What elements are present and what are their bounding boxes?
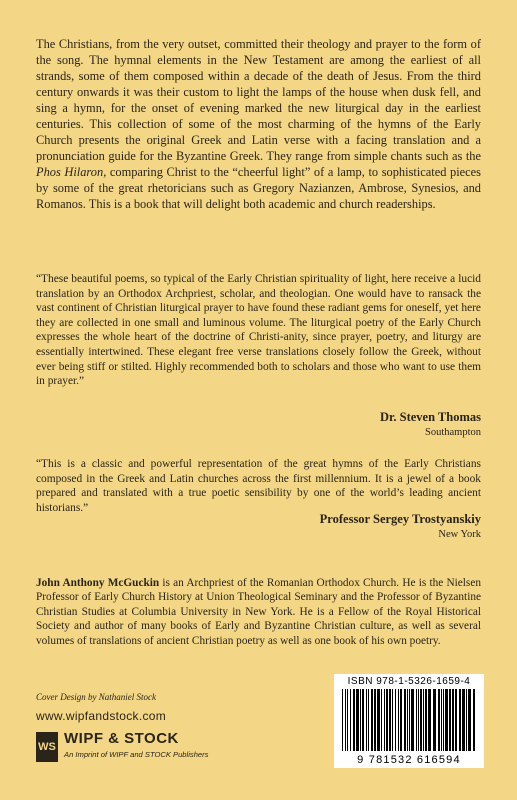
barcode-bar [377,689,380,751]
barcode-bar [420,689,422,751]
barcode-bar [395,689,396,751]
barcode-bar [366,689,367,751]
barcode-bar [468,689,471,751]
barcode-bar [371,689,373,751]
barcode-bar [342,689,343,751]
barcode-bar [462,689,465,751]
publisher-logo-icon: WS [36,732,58,762]
barcode-bar [418,689,419,751]
cover-design-credit: Cover Design by Nathaniel Stock [36,692,156,702]
barcode-bar [404,689,406,751]
barcode-bar [438,689,440,751]
barcode-bar [433,689,436,751]
barcode-bar [356,689,359,751]
review-text: “These beautiful poems, so typical of the Early Christian spirituality of light, here receive a lucid translation by an Orthodox Archpriest, scholar, and theologian. One would have to ransack the vast continent of Christian liturgical prayer to have found these radiant gems for oneself, yet here they are collected in one small and luminous volume. The liturgical poetry of the Early Church expresses the whole heart of the doctrine of Christi-anity, since prayer, poetry, and liturgy are essentially intertwined. These elegant free verse translations closely follow the Greek, without ever being stiff or stilted. Highly recommended both to scholars and those who want to use them in prayer.” [36,273,481,388]
barcode-bar [386,689,388,751]
barcode-bar [445,689,448,751]
description-text-1: The Christians, from the very outset, committed their theology and prayer to the form of the song. The hymnal elements in the New Testament are among the earliest of all strands, some of them composed within a decade of the death of Jesus. From the third century onwards it was their custom to light the lamps of the house when dusk fell, and sing a hymn, for the onset of evening marked the new liturgical day in the earliest centuries. This collection of some of the most charming of the hymns of the Early Church presents the original Greek and Latin verse with a facing translation and a pronunciation guide for the Byzantine Greek. They range from simple chants such as the [36,37,481,163]
isbn-label: ISBN 978-1-5326-1659-4 [347,676,471,687]
barcode-bar [347,689,348,751]
description-text-2: , comparing Christ to the “cheerful light” of a lamp, to sophisticated pieces by some of the great rhetoricians such as Gregory Nazianzen, Ambrose, Synesios, and Romanos. This is a book that will delight both academic and church readerships. [36,165,481,211]
reviewer-location: New York [438,529,481,540]
publisher-tagline: An Imprint of WIPF and STOCK Publishers [64,750,209,759]
barcode-bar [374,689,376,751]
author-bio-text: is an Archpriest of the Romanian Orthodox Church. He is the Nielsen Professor of Early Church History at Union Theological Seminary and the Professor of Byzantine Christian Studies at Columbia University in New York. He is a Fellow of the Royal Historical Society and author of many books of Early and Byzantine Christian culture, as well as several volumes of translations of ancient Christian poetry as well as one book of his own poetry. [36,577,481,647]
barcode-bar [409,689,410,751]
description-title: Phos Hilaron [36,165,104,179]
barcode-bar [416,689,417,751]
barcode-icon [340,689,478,753]
reviewer-name: Dr. Steven Thomas [379,410,481,424]
barcode-bar [381,689,382,751]
barcode-bar [443,689,444,751]
barcode-bar [345,689,346,751]
barcode-bar [353,689,355,751]
barcode-bar [423,689,424,751]
reviewer-name: Professor Sergey Trostyanskiy [319,512,481,526]
barcode-bar [360,689,361,751]
barcode-bar [350,689,351,751]
book-description [36,36,481,212]
barcode-bar [473,689,475,751]
barcode-bar [452,689,454,751]
barcode-bar [425,689,427,751]
review-text: “This is a classic and powerful representation of the great hymns of the Early Christians composed in the Greek and Latin churches across the first millennium. It is a jewel of a book prepared and translated with a true poetic sensibility by one of the world’s leading ancient historians.” [36,458,481,514]
publisher-url[interactable]: www.wipfandstock.com [36,709,167,723]
barcode-bar [362,689,364,751]
reviewer-location: Southampton [424,427,481,438]
barcode-bar [392,689,393,751]
author-bio [36,576,481,648]
author-name: John Anthony McGuckin [36,577,160,589]
barcode-bar [441,689,442,751]
isbn-barcode [334,674,484,768]
barcode-bar [400,689,402,751]
barcode-bar [384,689,385,751]
barcode-bar [459,689,461,751]
barcode-bar [449,689,451,751]
barcode-bar [389,689,391,751]
publisher-imprint [36,730,266,764]
barcode-bar [398,689,399,751]
barcode-digits: 9 781532 616594 [357,754,461,766]
barcode-bar [455,689,457,751]
barcode-bar [368,689,369,751]
publisher-name: WIPF & STOCK [64,730,179,747]
barcode-bar [411,689,414,751]
barcode-bar [407,689,408,751]
barcode-bar [466,689,467,751]
barcode-bar [428,689,431,751]
